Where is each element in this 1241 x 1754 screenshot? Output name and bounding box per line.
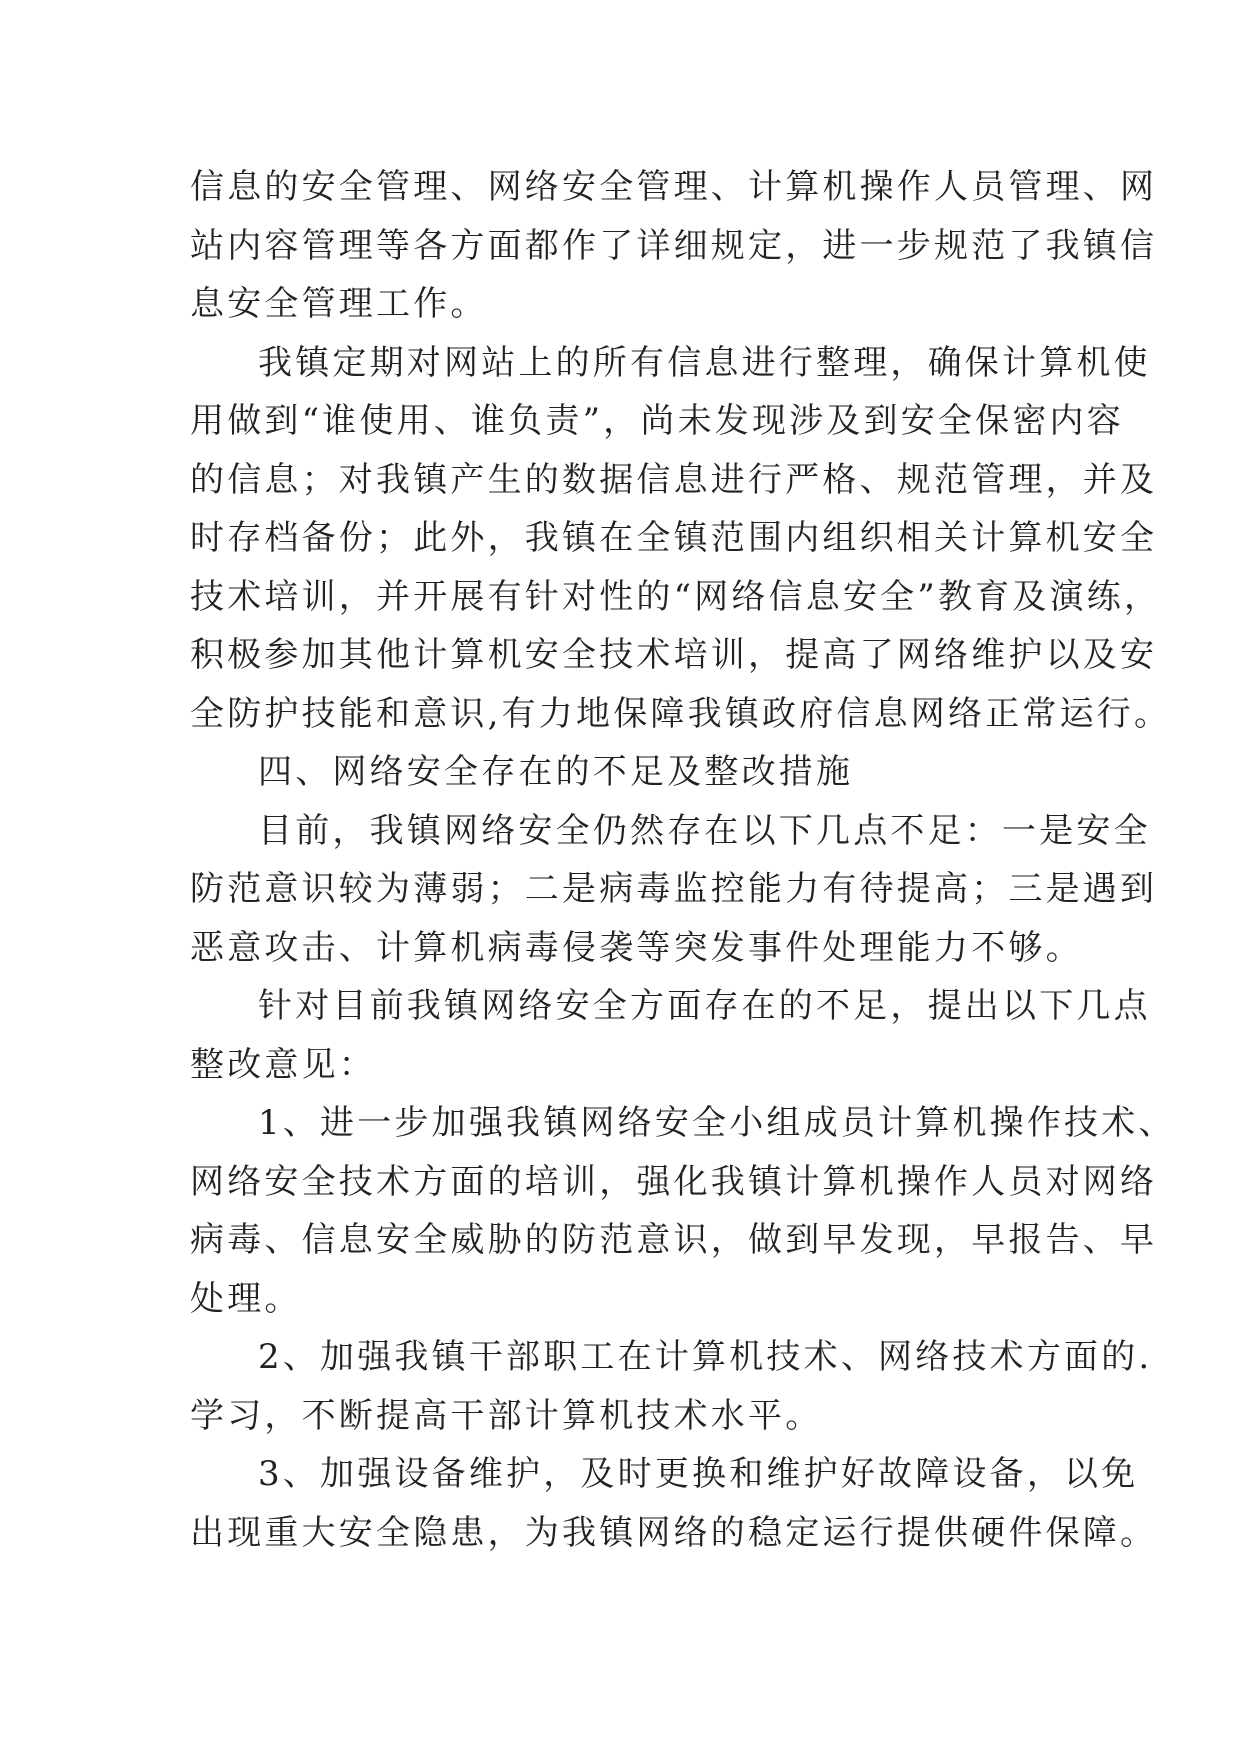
paragraph-line: 技术培训，并开展有针对性的“网络信息安全”教育及演练， [190, 576, 1162, 617]
paragraph-line: 处理。 [190, 1278, 302, 1319]
paragraph-line: 整改意见： [190, 1044, 376, 1085]
paragraph-line: 时存档备份；此外，我镇在全镇范围内组织相关计算机安全 [190, 518, 1158, 558]
paragraph-line: 恶意攻击、计算机病毒侵袭等突发事件处理能力不够。 [190, 927, 1083, 968]
paragraph-3 [190, 802, 1158, 978]
paragraph-4 [190, 977, 1151, 1094]
paragraph-line: 防范意识较为薄弱；二是病毒监控能力有待提高；三是遇到 [190, 869, 1158, 909]
paragraph-line: 网络安全技术方面的培训，强化我镇计算机操作人员对网络 [190, 1161, 1158, 1202]
paragraph-line: 息安全管理工作。 [190, 284, 488, 324]
list-item-3 [190, 1445, 1158, 1562]
paragraph-line: 我镇定期对网站上的所有信息进行整理，确保计算机使 [258, 342, 1151, 383]
list-item-2 [190, 1328, 1153, 1445]
paragraph-line: 站内容管理等各方面都作了详细规定，进一步规范了我镇信 [190, 225, 1158, 266]
paragraph-line: 信息的安全管理、网络安全管理、计算机操作人员管理、网 [190, 167, 1158, 207]
paragraph-line: 2、加强我镇干部职工在计算机技术、网络技术方面的. [258, 1337, 1153, 1377]
paragraph-line: 针对目前我镇网络安全方面存在的不足，提出以下几点 [258, 986, 1151, 1026]
paragraph-2 [190, 334, 1172, 744]
section-heading [190, 743, 1070, 802]
paragraph-line: 1、进一步加强我镇网络安全小组成员计算机操作技术、 [258, 1103, 1176, 1143]
section-heading-line: 四、网络安全存在的不足及整改措施 [258, 752, 854, 792]
paragraph-line: 3、加强设备维护，及时更换和维护好故障设备，以免 [258, 1454, 1139, 1494]
paragraph-line: 用做到“谁使用、谁负责”，尚未发现涉及到安全保密内容 [190, 401, 1124, 441]
paragraph-line: 的信息；对我镇产生的数据信息进行严格、规范管理，并及 [190, 459, 1158, 500]
document-body [190, 158, 1176, 1562]
paragraph-line: 全防护技能和意识,有力地保障我镇政府信息网络正常运行。 [190, 693, 1172, 734]
paragraph-line: 学习，不断提高干部计算机技术水平。 [190, 1395, 823, 1436]
paragraph-line: 目前，我镇网络安全仍然存在以下几点不足：一是安全 [258, 810, 1151, 851]
paragraph-line: 病毒、信息安全威胁的防范意识，做到早发现，早报告、早 [190, 1220, 1158, 1260]
paragraph-line: 积极参加其他计算机安全技术培训，提高了网络维护以及安 [190, 635, 1158, 675]
list-item-1 [190, 1094, 1176, 1328]
paragraph-1 [190, 158, 1158, 334]
paragraph-line: 出现重大安全隐患，为我镇网络的稳定运行提供硬件保障。 [190, 1512, 1158, 1553]
